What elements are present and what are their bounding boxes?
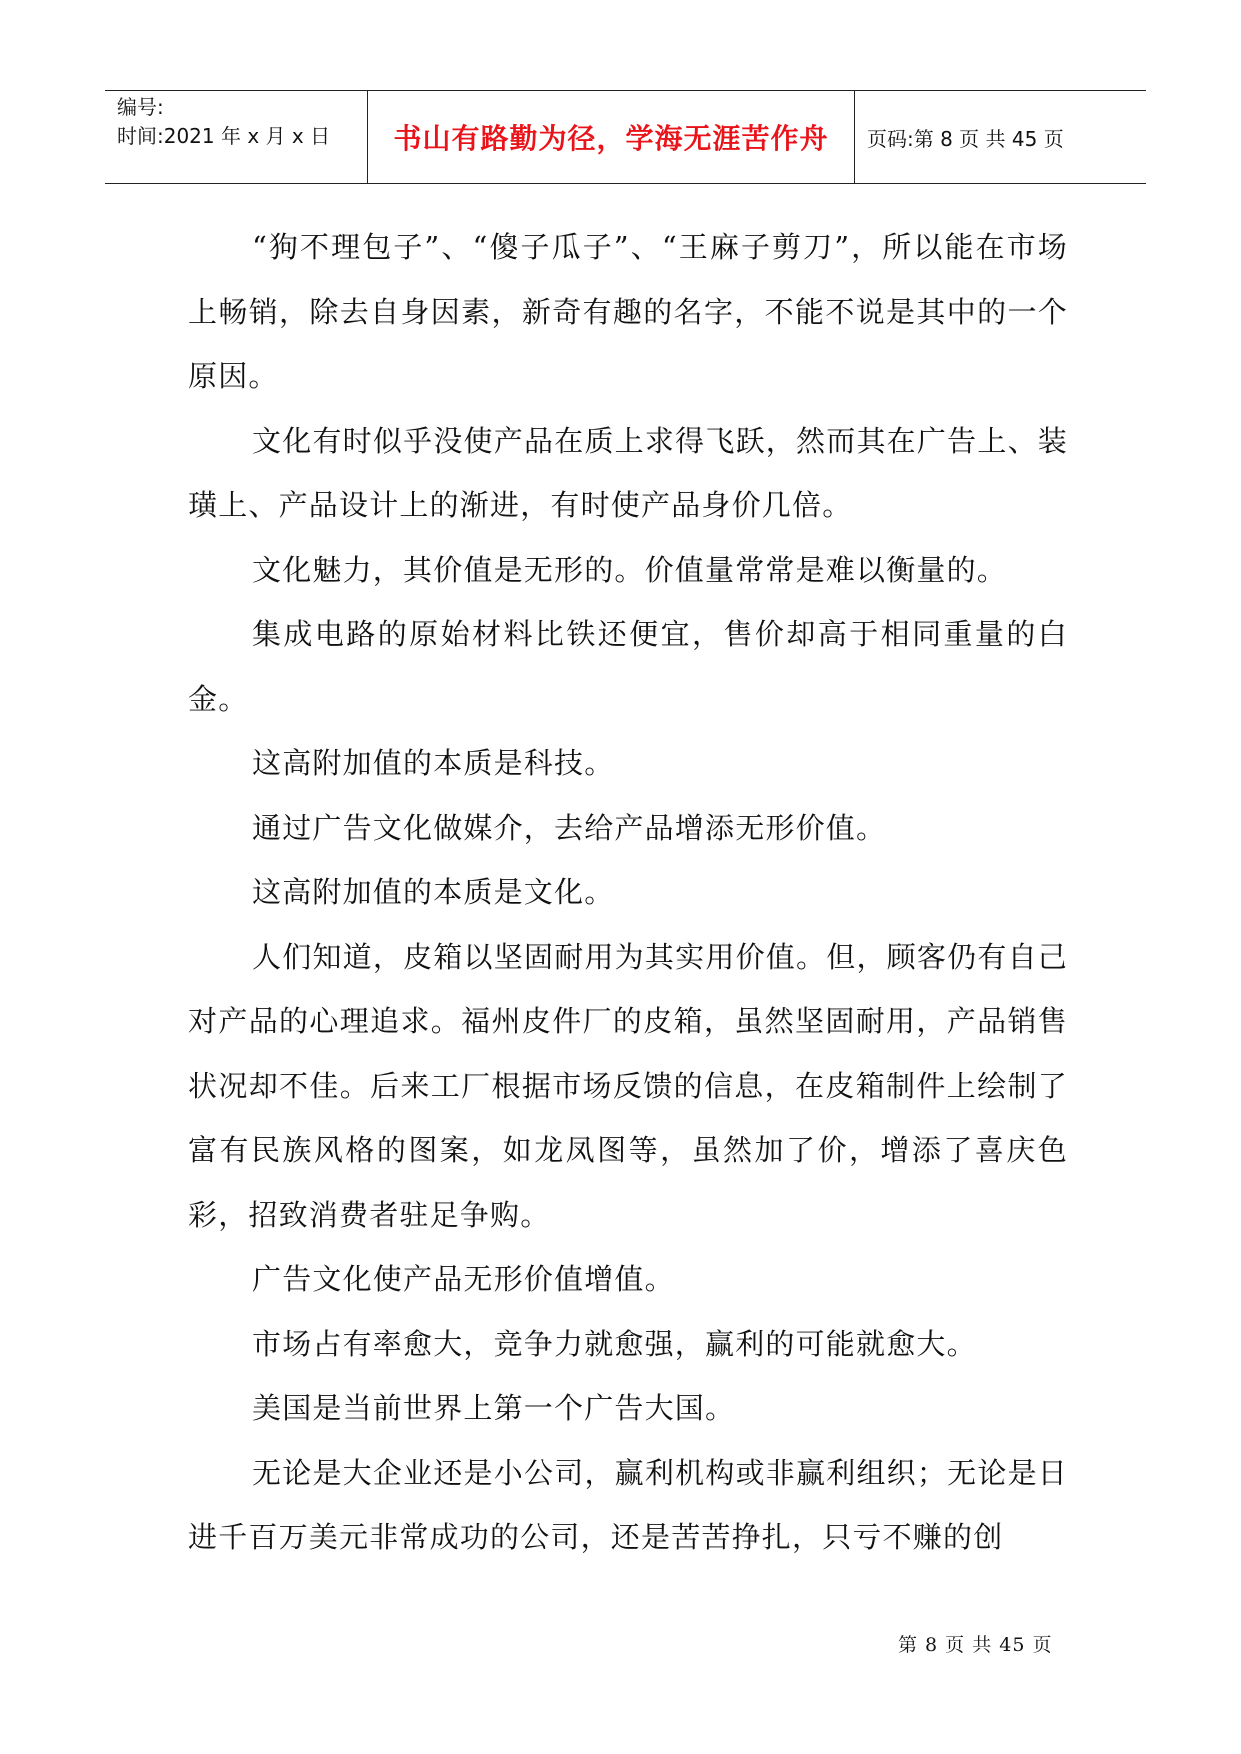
page-footer: 第 8 页 共 45 页 [898,1634,1053,1656]
paragraph: 文化魅力，其价值是无形的。价值量常常是难以衡量的。 [252,552,1008,587]
paragraph: 人们知道，皮箱以坚固耐用为其实用价值。但，顾客仍有自己对产品的心理追求。福州皮件厂的皮箱，虽然坚固耐用，产品销售状况却不佳。后来工厂根据市场反馈的信息，在皮箱制件上绘制了富有民族风格的图案，如龙凤图等，虽然加了价，增添了喜庆色彩，招致消费者驻足争购。 [188,939,1068,1232]
header-page-number: 页码:第 8 页 共 45 页 [867,126,1064,151]
paragraph: 广告文化使产品无形价值增值。 [252,1262,675,1296]
document-number-label: 编号: [117,95,164,119]
header-left-cell [105,91,368,183]
paragraph: 这高附加值的本质是文化。 [252,875,615,909]
document-body [188,215,1068,1570]
paragraph: 文化有时似乎没使产品在质上求得飞跃，然而其在广告上、装璜上、产品设计上的渐进，有时使产品身价几倍。 [188,423,1068,522]
page-header [105,90,1146,184]
paragraph: 美国是当前世界上第一个广告大国。 [252,1391,736,1425]
paragraph: 通过广告文化做媒介，去给产品增添无形价值。 [252,810,887,845]
paragraph: 无论是大企业还是小公司，赢利机构或非赢利组织；无论是日进千百万美元非常成功的公司，还是苦苦挣扎，只亏不赚的创 [188,1455,1068,1554]
paragraph: 集成电路的原始材料比铁还便宜，售价却高于相同重量的白金。 [188,617,1068,716]
document-date-label: 时间:2021 年 x 月 x 日 [117,124,331,148]
paragraph: 这高附加值的本质是科技。 [252,746,615,780]
header-motto: 书山有路勤为径，学海无涯苦作舟 [393,122,829,155]
header-motto-cell [368,91,855,183]
header-page-cell [855,91,1146,183]
paragraph: “狗不理包子”、“傻子瓜子”、“王麻子剪刀”，所以能在市场上畅销，除去自身因素，新奇有趣的名字，不能不说是其中的一个原因。 [188,230,1068,393]
paragraph: 市场占有率愈大，竞争力就愈强，赢利的可能就愈大。 [252,1326,977,1361]
